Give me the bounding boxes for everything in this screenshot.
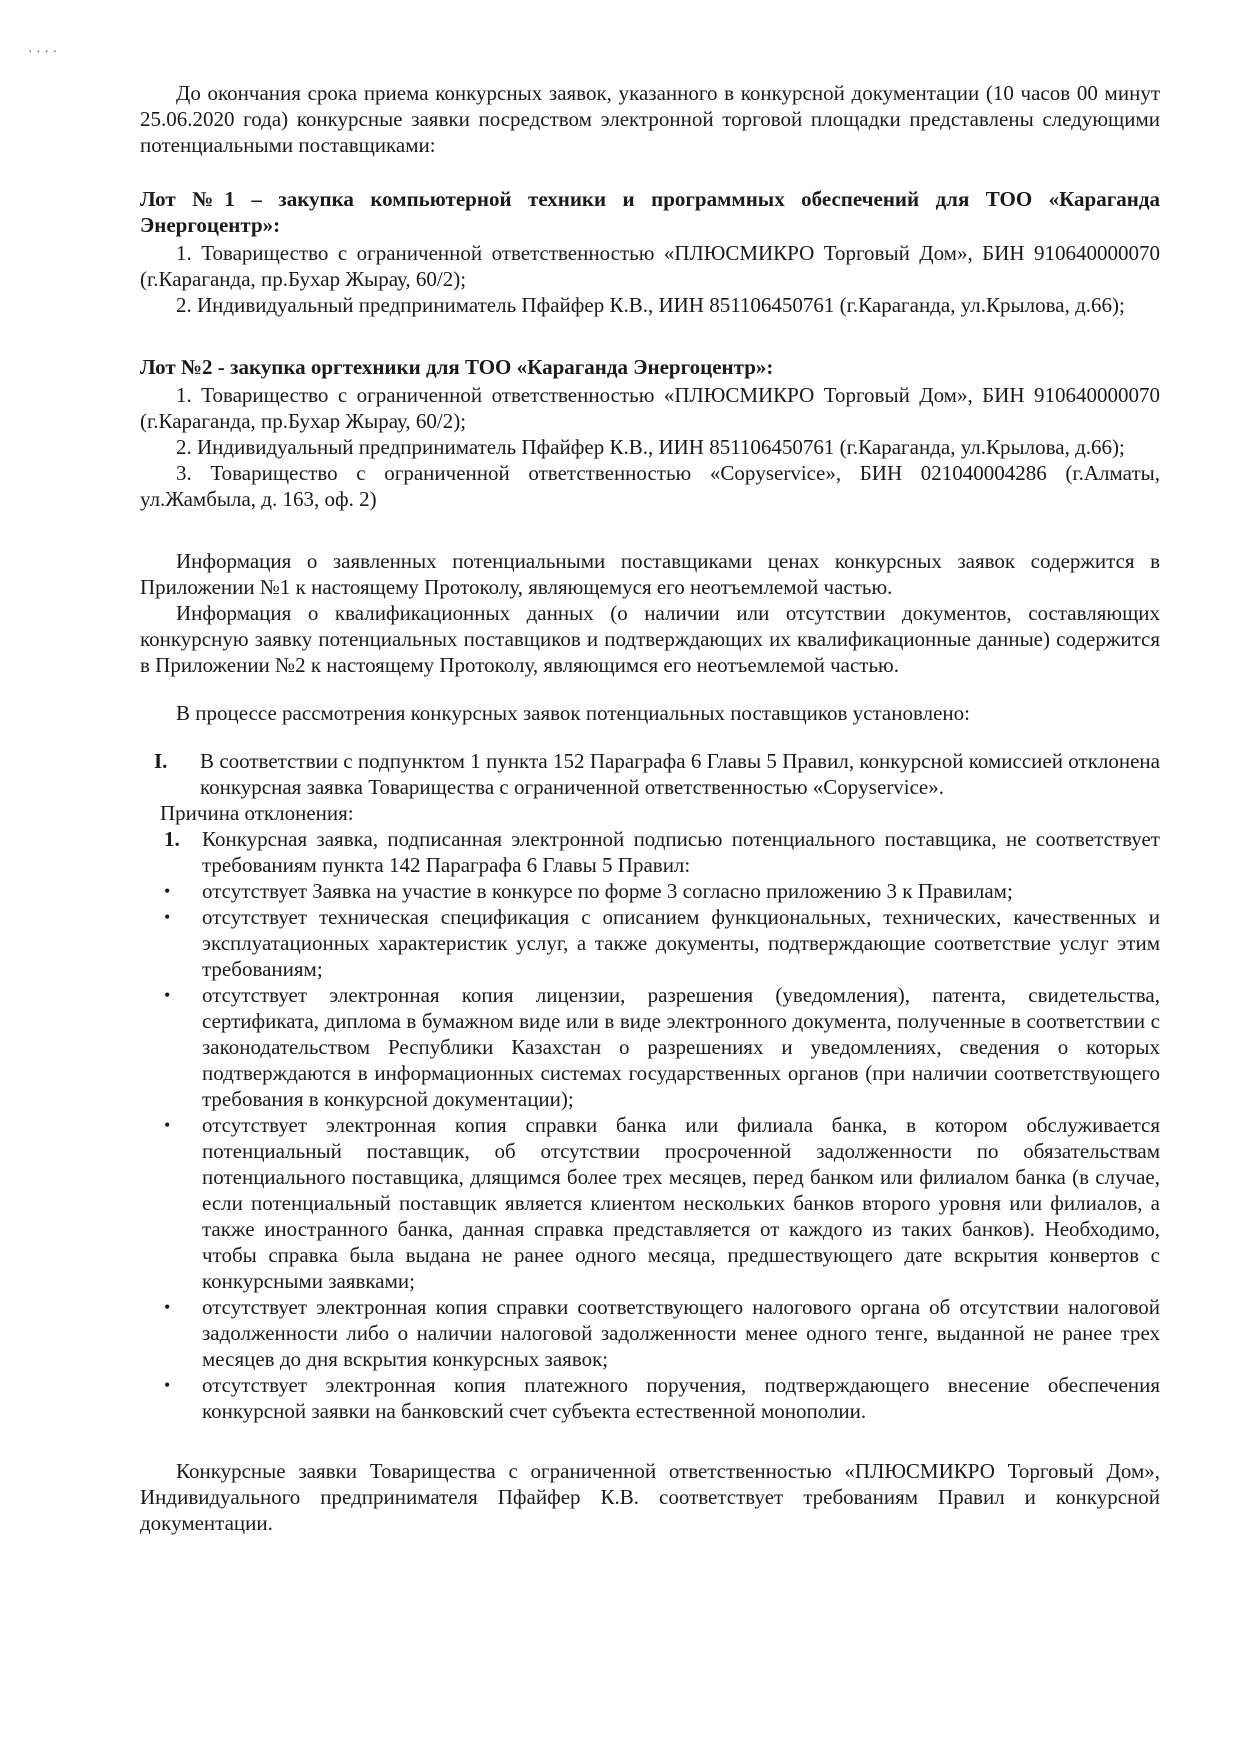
intro-paragraph: До окончания срока приема конкурсных заявок, указанного в конкурсной документации (10 часов 00 минут 25.06.2020 года) конкурсные заявки посредством электронной торговой площадки представлены следующими потенциальными поставщиками: bbox=[140, 81, 1160, 157]
reason-text: Конкурсная заявка, подписанная электронной подписью потенциального поставщика, не соответствует требованиям пункта 142 Параграфа 6 Главы 5 Правил: bbox=[202, 827, 1160, 877]
bullet-text: отсутствует техническая спецификация с описанием функциональных, технических, качественных и эксплуатационных характеристик услуг, а также документы, подтверждающие соответствие услуг этим требованиям; bbox=[202, 905, 1160, 981]
list-item bbox=[164, 1372, 1160, 1424]
rejection-item bbox=[154, 748, 1160, 800]
lot-1-item-1: 1. Товарищество с ограниченной ответственностью «ПЛЮСМИКРО Торговый Дом», БИН 910640000070 (г.Караганда, пр.Бухар Жырау, 60/2); bbox=[140, 241, 1160, 291]
bullet-icon: • bbox=[164, 907, 171, 927]
scan-artifact: · · · · bbox=[28, 45, 58, 60]
appendix-2-paragraph: Информация о квалификационных данных (о наличии или отсутствии документов, составляющих конкурсную заявку потенциальных поставщиков и подтверждающих их квалификационные данные) содержится в Приложении №2 к настоящему Протоколу, являющимся его неотъемлемой частью. bbox=[140, 601, 1160, 677]
bullet-text: отсутствует электронная копия лицензии, разрешения (уведомления), патента, свидетельства, сертификата, диплома в бумажном виде или в виде электронного документа, полученные в соответствии с законодательством Республики Казахстан о разрешениях и уведомлениях, сведения о которых подтверждаются в информационных системах государственных органов (при наличии соответствующего требования в конкурсной документации); bbox=[202, 983, 1160, 1111]
list-item bbox=[164, 982, 1160, 1112]
appendix-info bbox=[140, 548, 1160, 678]
reason-number: 1. bbox=[164, 827, 180, 851]
bullet-text: отсутствует электронная копия платежного поручения, подтверждающего внесение обеспечения конкурсной заявки на банковский счет субъекта естественной монополии. bbox=[202, 1373, 1160, 1423]
review-intro: В процессе рассмотрения конкурсных заявок потенциальных поставщиков установлено: bbox=[176, 701, 970, 725]
bullet-text: отсутствует электронная копия справки соответствующего налогового органа об отсутствии налоговой задолженности либо о наличии налоговой задолженности менее одного тенге, выданной не ранее трех месяцев до дня вскрытия конкурсных заявок; bbox=[202, 1295, 1160, 1371]
rejection-text: В соответствии с подпунктом 1 пункта 152 Параграфа 6 Главы 5 Правил, конкурсной комиссией отклонена конкурсная заявка Товарищества с ограниченной ответственностью «Copyservice». bbox=[200, 749, 1160, 799]
list-item bbox=[164, 904, 1160, 982]
rejection-number: I. bbox=[154, 749, 168, 773]
lot-1-item-2: 2. Индивидуальный предприниматель Пфайфер К.В., ИИН 851106450761 (г.Караганда, ул.Крылова, д.66); bbox=[176, 293, 1125, 317]
list-item bbox=[164, 1294, 1160, 1372]
bullet-icon: • bbox=[164, 1375, 171, 1395]
lot-1 bbox=[140, 186, 1160, 318]
reason-label: Причина отклонения: bbox=[160, 801, 354, 825]
bullet-icon: • bbox=[164, 1297, 171, 1317]
list-item bbox=[164, 878, 1160, 904]
lot-1-title: Лот №1 – закупка компьютерной техники и программных обеспечений для ТОО «Караганда Энергоцентр»: bbox=[140, 187, 1160, 237]
bullet-icon: • bbox=[164, 881, 171, 901]
conclusion-paragraph: Конкурсные заявки Товарищества с ограниченной ответственностью «ПЛЮСМИКРО Торговый Дом», Индивидуального предпринимателя Пфайфер К.В. соответствует требованиям Правил и конкурсной документации. bbox=[140, 1459, 1160, 1535]
reason-bullet-list bbox=[140, 878, 1160, 1424]
bullet-icon: • bbox=[164, 1115, 171, 1135]
list-item bbox=[164, 1112, 1160, 1294]
lot-2-item-3: 3. Товарищество с ограниченной ответственностью «Copyservice», БИН 021040004286 (г.Алматы, ул.Жамбыла, д. 163, оф. 2) bbox=[140, 461, 1160, 511]
lot-2-item-1: 1. Товарищество с ограниченной ответственностью «ПЛЮСМИКРО Торговый Дом», БИН 910640000070 (г.Караганда, пр.Бухар Жырау, 60/2); bbox=[140, 383, 1160, 433]
bullet-text: отсутствует электронная копия справки банка или филиала банка, в котором обслуживается потенциальный поставщик, об отсутствии просроченной задолженности по обязательствам потенциального поставщика, длящимся более трех месяцев, перед банком или филиалом банка (в случае, если потенциальный поставщик является клиентом нескольких банков второго уровня или филиалов, а также иностранного банка, данная справка представляется от каждого из таких банков). Необходимо, чтобы справка была выдана не ранее одного месяца, предшествующего дате вскрытия конвертов с конкурсными заявками; bbox=[202, 1113, 1160, 1293]
bullet-text: отсутствует Заявка на участие в конкурсе по форме 3 согласно приложению 3 к Правилам; bbox=[202, 879, 1013, 903]
reason-item bbox=[164, 826, 1160, 878]
lot-2-title: Лот №2 - закупка оргтехники для ТОО «Караганда Энергоцентр»: bbox=[140, 355, 774, 379]
rejection-section bbox=[140, 748, 1160, 1424]
lot-2-item-2: 2. Индивидуальный предприниматель Пфайфер К.В., ИИН 851106450761 (г.Караганда, ул.Крылова, д.66); bbox=[176, 435, 1125, 459]
appendix-1-paragraph: Информация о заявленных потенциальными поставщиками ценах конкурсных заявок содержится в Приложении №1 к настоящему Протоколу, являющемуся его неотъемлемой частью. bbox=[140, 549, 1160, 599]
lot-2 bbox=[140, 354, 1160, 512]
bullet-icon: • bbox=[164, 985, 171, 1005]
